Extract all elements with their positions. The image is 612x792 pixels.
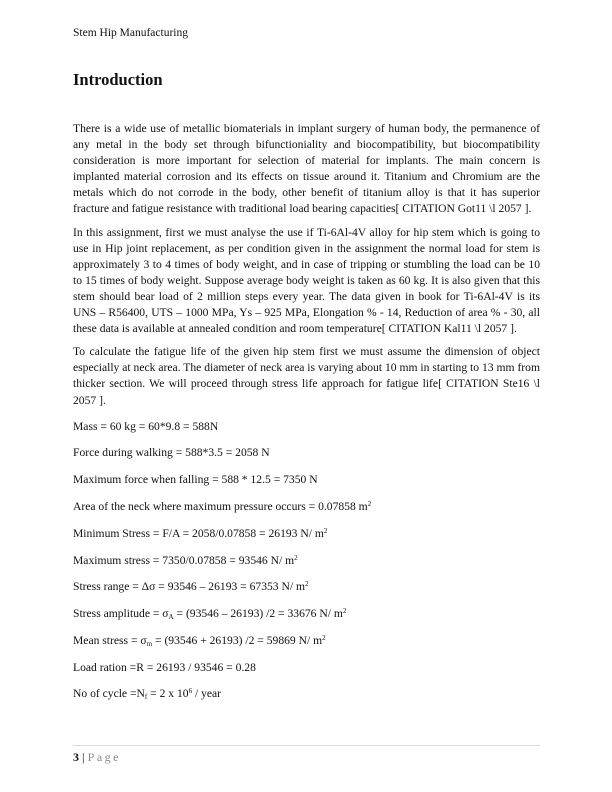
calc-load-ratio: Load ration =R = 26193 / 93546 = 0.28: [73, 660, 256, 674]
calc-min-stress: Minimum Stress = F/A = 2058/0.07858 = 26193 N/ $m^2$: [73, 526, 328, 540]
page-number: 3: [73, 750, 79, 764]
calc-force-walking: Force during walking = 588*3.5 = 2058 N: [73, 446, 270, 460]
footer-separator: |: [82, 750, 85, 764]
paragraph-2: In this assignment, first we must analyse the use if Ti-6Al-4V alloy for hip stem which is going to use in Hip joint replacement, as per condition given in the assignment the normal load for stem is approximately 3 to 4 times of body weight, and in case of tripping or stumbling the load can be 10 to 15 times of body weight. Suppose average body weight is taken as 60 kg. It is also given that this stem should bear load of 2 million steps every year. The data given in book for Ti-6Al-4V is its UNS – R56400, UTS – 1000 MPa, Ys – 925 MPa, Elongation % - 14, Reduction of area % - 30, all these data is available at annealed condition and room temperature[ CITATION Kal11 \l 2057 ].: [73, 225, 540, 336]
document-body: [73, 121, 540, 713]
calc-stress-amplitude: Stress amplitude = $\sigma_A = (93546 - 26193) /2 = 33676$ N/ $m^2$: [73, 607, 347, 622]
page-label: Page: [87, 750, 121, 764]
calc-stress-range: Stress range = Δσ = 93546 – 26193 = 67353 N/ $m^2$: [73, 580, 309, 594]
page-footer: [73, 750, 121, 765]
calc-max-stress: Maximum stress = 7350/0.07858 = 93546 N/ $m^2$: [73, 553, 298, 567]
calc-max-force: Maximum force when falling = 588 * 12.5 = 7350 N: [73, 473, 318, 487]
calc-mean-stress: Mean stress = $\sigma_m = (93546 + 26193) /2 = 59869$ N/ $m^2$: [73, 633, 326, 648]
paragraph-3: To calculate the fatigue life of the given hip stem first we must assume the dimension of object especially at neck area. The diameter of neck area is varying about 10 mm in starting to 13 mm from thicker section. We will proceed through stress life approach for fatigue life[ CITATION Ste16 \l 2057 ].: [73, 345, 540, 407]
running-header: Stem Hip Manufacturing: [73, 27, 188, 39]
calc-area: Area of the neck where maximum pressure occurs = 0.07858 $m^2$: [73, 499, 372, 513]
calc-mass: Mass = 60 kg = 60*9.8 = 588N: [73, 419, 219, 433]
footer-divider: [73, 745, 540, 746]
calc-cycles: No of cycle $=N_f = 2$ x $10^6$ / year: [73, 687, 222, 702]
paragraph-1: There is a wide use of metallic biomaterials in implant surgery of human body, the permanence of any metal in the body set through bifunctioniality and biocompatibility, but biocompatibility consideration is more important for selection of material for implants. The main concern is implanted material corrosion and its effects on tissue around it. Titanium and Chromium are the metals which do not corrode in the body, other benefit of titanium alloy is that it has superior fracture and fatigue resistance with traditional load bearing capacities[ CITATION Got11 \l 2057 ].: [73, 122, 540, 216]
section-heading: Introduction: [73, 70, 163, 89]
